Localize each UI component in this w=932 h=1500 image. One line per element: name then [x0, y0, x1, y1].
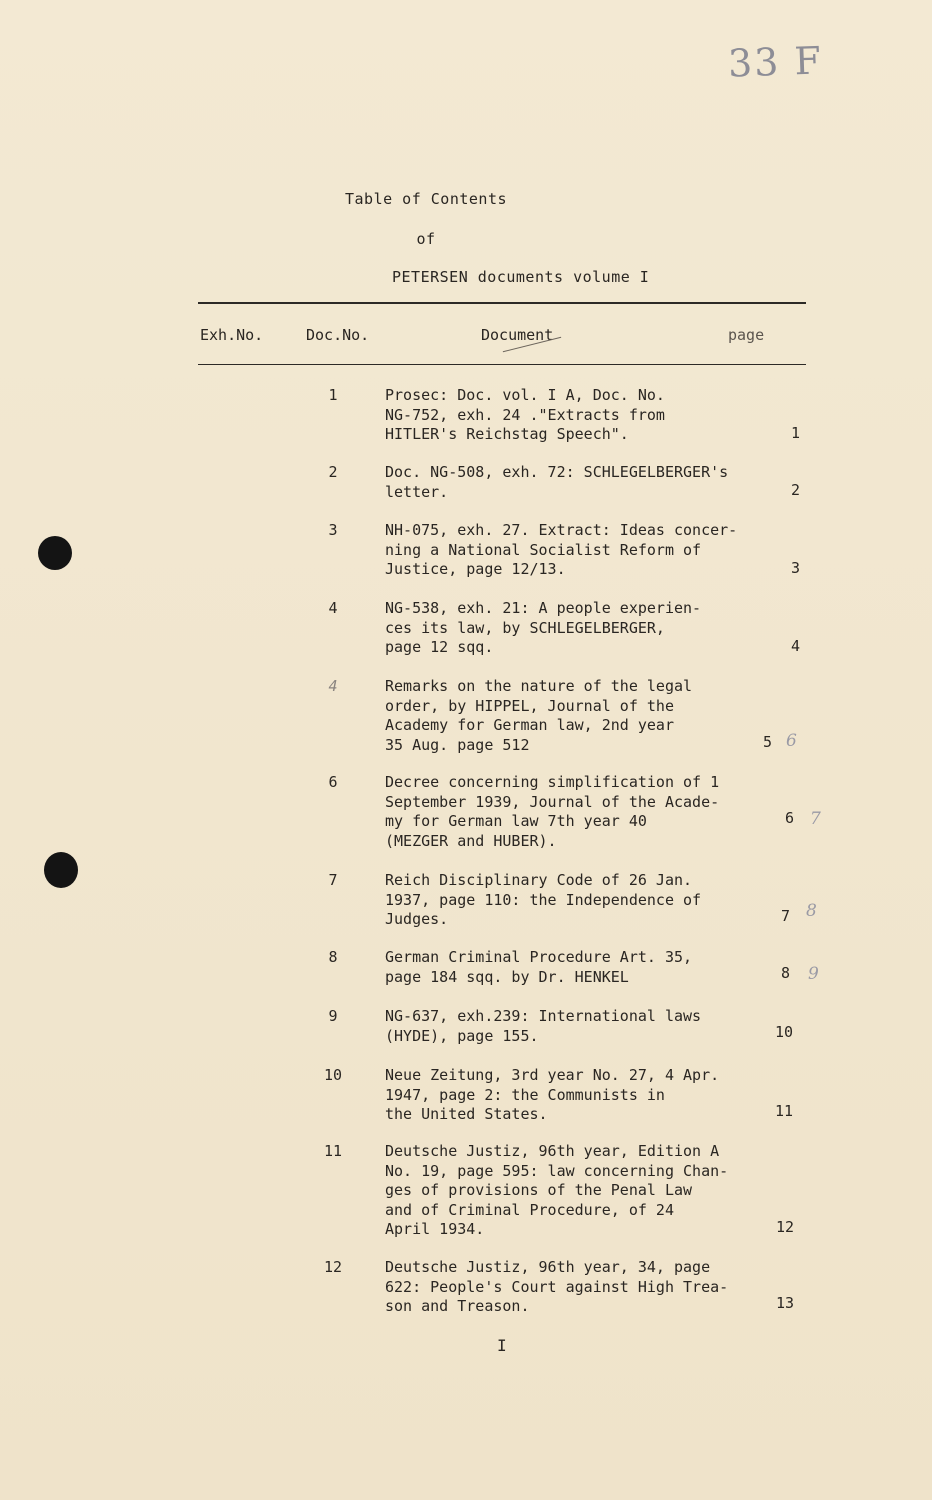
doc-number: 10 [323, 1066, 343, 1084]
entry-description: Decree concerning simplification of 1 September 1939, Journal of the Acade- my for German law 7th year 40 (MEZGER and HUBER). [385, 773, 720, 850]
doc-number: 2 [328, 463, 338, 481]
entry-description: NH-075, exh. 27. Extract: Ideas concer- ning a National Socialist Reform of Justice, page 12/13. [385, 521, 738, 578]
entry-description: Neue Zeitung, 3rd year No. 27, 4 Apr. 1947, page 2: the Communists in the United States. [385, 1066, 720, 1123]
entry-description: Reich Disciplinary Code of 26 Jan. 1937, page 110: the Independence of Judges. [385, 871, 702, 928]
doc-number: 11 [323, 1142, 343, 1160]
header-rule-bottom [198, 364, 806, 365]
punch-hole [44, 852, 78, 888]
entry-page: 2 [790, 481, 800, 499]
doc-number: 12 [323, 1258, 343, 1276]
entry-description: Doc. NG-508, exh. 72: SCHLEGELBERGER's letter. [385, 463, 729, 501]
entry-page: 4 [790, 637, 800, 655]
header-rule-top [198, 302, 806, 304]
title-line-3: PETERSEN documents volume I [392, 268, 650, 286]
punch-hole [38, 536, 72, 570]
entry-page: 12 [775, 1218, 794, 1236]
column-header-exh: Exh.No. [200, 326, 264, 344]
title-line-1: Table of Contents [344, 190, 508, 208]
entry-page: 6 [784, 809, 794, 827]
entry-description: Deutsche Justiz, 96th year, 34, page 622: People's Court against High Trea- son and Treason. [385, 1258, 729, 1315]
entry-page-handwritten: 9 [808, 964, 819, 984]
entry-page: 5 [762, 733, 772, 751]
doc-number: 3 [328, 521, 338, 539]
doc-number: 9 [328, 1007, 338, 1025]
entry-page-handwritten: 8 [806, 901, 817, 921]
entry-description: German Criminal Procedure Art. 35, page 184 sqq. by Dr. HENKEL [385, 948, 693, 986]
entry-page: 1 [790, 424, 800, 442]
doc-number: 4 [328, 599, 338, 617]
entry-page: 7 [780, 907, 790, 925]
doc-number: 4 [328, 677, 338, 695]
title-line-2: of [416, 230, 436, 248]
column-header-page: page [728, 326, 765, 344]
page-footer: I [497, 1336, 507, 1355]
doc-number: 8 [328, 948, 338, 966]
entry-description: NG-538, exh. 21: A people experien- ces its law, by SCHLEGELBERGER, page 12 sqq. [385, 599, 702, 656]
entry-description: Deutsche Justiz, 96th year, Edition A No. 19, page 595: law concerning Chan- ges of provisions of the Penal Law and of Criminal Procedure, of 24 April 1934. [385, 1142, 729, 1238]
doc-number: 7 [328, 871, 338, 889]
entry-description: NG-637, exh.239: International laws (HYDE), page 155. [385, 1007, 702, 1045]
handwritten-reference: 33 F [727, 38, 824, 86]
entry-page: 8 [780, 964, 790, 982]
entry-description: Prosec: Doc. vol. I A, Doc. No. NG-752, exh. 24 ."Extracts from HITLER's Reichstag Speech". [385, 386, 665, 443]
entry-page: 10 [774, 1023, 793, 1041]
doc-number: 6 [328, 773, 338, 791]
entry-description: Remarks on the nature of the legal order, by HIPPEL, Journal of the Academy for German law, 2nd year 35 Aug. page 512 [385, 677, 693, 754]
entry-page-handwritten: 6 [786, 731, 797, 751]
entry-page-handwritten: 7 [810, 809, 821, 829]
column-header-document: Document [481, 326, 554, 344]
doc-number: 1 [328, 386, 338, 404]
entry-page: 13 [775, 1294, 794, 1312]
entry-page: 3 [790, 559, 800, 577]
column-header-doc: Doc.No. [306, 326, 370, 344]
entry-page: 11 [774, 1102, 793, 1120]
